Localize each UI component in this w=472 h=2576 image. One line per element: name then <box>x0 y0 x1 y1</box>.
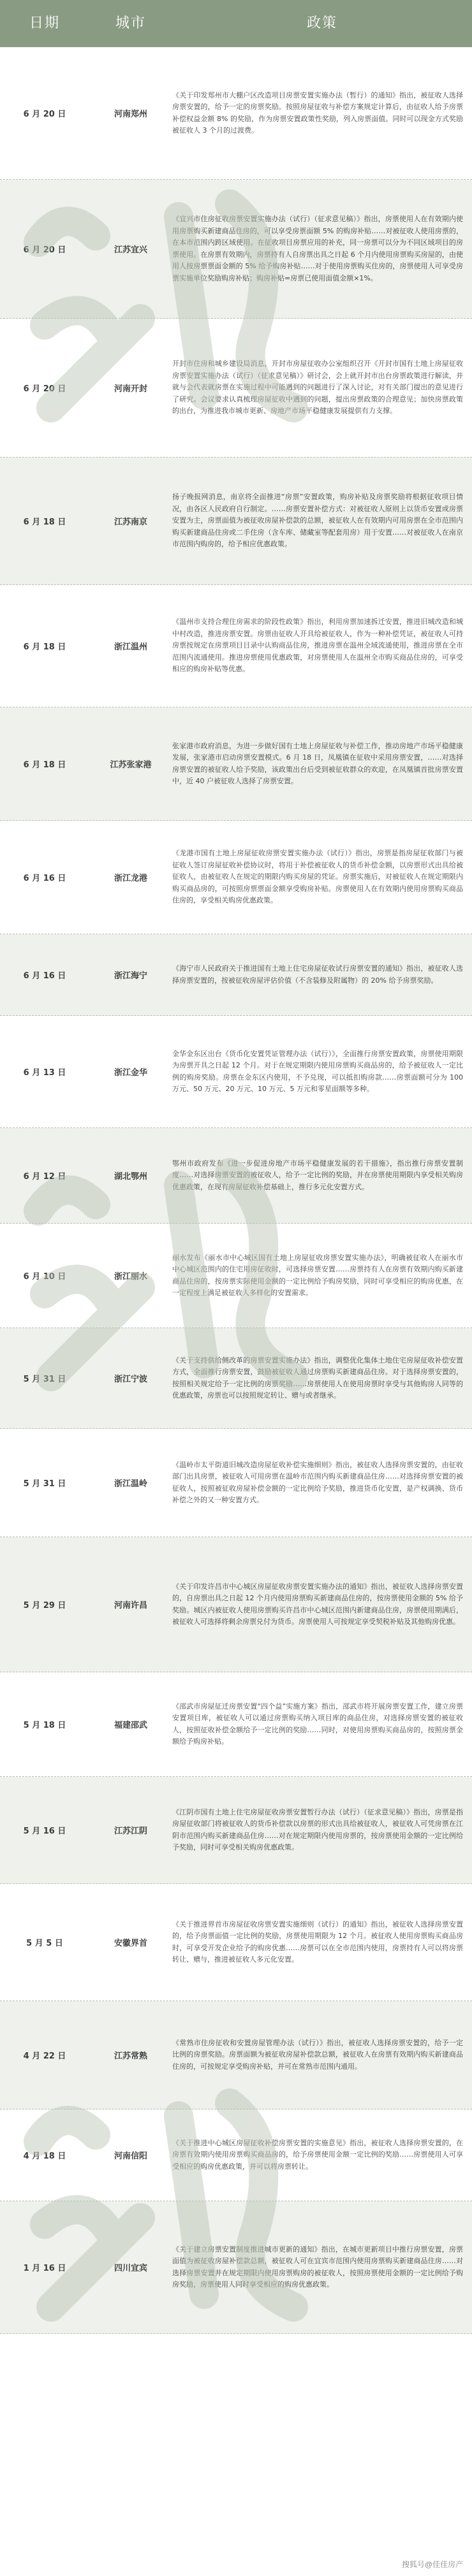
table-row <box>0 934 472 1016</box>
row-date: 5 月 18 日 <box>23 1721 66 1730</box>
row-policy-text: 《关于推进中心城区房屋征收补偿房票安置的实施意见》指出，被征收人选择房票安置的，在房票有效期内使用房票购买商品房的，给予房票使用金额一定比例的奖励……房票使用人可享受相应的购房优惠政策，并可以将房票转让。 <box>172 2138 463 2171</box>
row-policy-cell <box>172 1429 466 1537</box>
table-row <box>0 1884 472 2001</box>
row-date: 6 月 16 日 <box>23 971 66 981</box>
row-policy-cell <box>172 1128 466 1223</box>
row-policy-text: 扬子晚报网消息，南京将全面推进“房票”安置政策，购房补贴及房票奖励将根据征收项目情况，由各区人民政府自行制定。……房票安置补偿方式：对被征收人原则上以货币安置或房票安置为主，房票面值为被征收房屋补偿款的总额，被征收人在有效期内可用房票在全市范围内购买新建商品住房或二手住房（含车库、储藏室等配套用房）用于安置……对被征收人在南京市范围内购房的，给予相应优惠政策。 <box>172 493 463 549</box>
row-policy-cell <box>172 319 466 457</box>
row-city: 安徽界首 <box>114 1939 147 1948</box>
row-policy-cell <box>172 707 466 820</box>
city-column-header: 城市 <box>115 15 146 31</box>
row-policy-cell <box>172 1537 466 1672</box>
row-policy-cell <box>172 1328 466 1428</box>
row-policy-text: 《关于推进界首市房屋征收房票安置实施细则（试行）的通知》指出，被征收人选择房票安置的，给予房票面值一定比例的奖励，房票使用期限为 12 个月。被征收人使用房票购买商品房时，可享受开发企业给予的购房优惠……房票可以在全市范围内使用，房票持有人可以将房票转让、赠与，推进被征收人多元化安置。 <box>172 1920 463 1964</box>
row-date: 6 月 18 日 <box>23 760 66 770</box>
row-date: 6 月 18 日 <box>23 517 66 527</box>
row-policy-cell <box>172 1224 466 1328</box>
row-policy-cell <box>172 1777 466 1883</box>
row-city: 四川宜宾 <box>114 2264 147 2273</box>
row-city: 江苏张家港 <box>110 760 152 770</box>
row-date: 4 月 18 日 <box>23 2152 66 2161</box>
row-date: 5 月 31 日 <box>23 1479 66 1489</box>
row-policy-cell <box>172 2001 466 2109</box>
table-row <box>0 2001 472 2109</box>
row-date: 6 月 18 日 <box>23 642 66 652</box>
row-city: 江苏南京 <box>114 517 147 527</box>
row-policy-text: 《龙港市国有土地上房屋征收房票安置实施办法（试行）》指出，房票是指房屋征收部门与被征收人签订房屋征收补偿协议时，将用于补偿被征收人的货币补偿金额，以房票形式出具给被征收人，由被征收人在规定的期限内购买房屋的凭证。房票实施后，对被征收人在规定期限内购买商品房的，可按照房票票面金额享受购房补贴。房票使用人在有效期内使用房票购买商品住房的，享受相关购房优惠政策。 <box>172 849 463 905</box>
row-date: 6 月 10 日 <box>23 1272 66 1282</box>
row-city: 浙江海宁 <box>114 971 147 981</box>
row-policy-cell <box>172 934 466 1015</box>
row-city: 浙江宁波 <box>114 1375 147 1384</box>
row-policy-cell <box>172 2109 466 2201</box>
table-row <box>0 319 472 458</box>
row-policy-cell <box>172 47 466 179</box>
row-policy-text: 《关于印发郑州市大棚户区改造项目房票安置实施办法（暂行）的通知》指出，被征收人选择房票安置的，给予一定的房票奖励。按照房屋征收与补偿方案规定计算后，由征收人给予房票补偿权益金额 8% 的奖励，作为房票安置政策性奖励，列入房票面值。同时可以现金方式奖励被征收人 3 个月的过渡费。 <box>172 90 463 134</box>
row-city: 河南郑州 <box>114 110 147 119</box>
row-date: 6 月 20 日 <box>23 110 66 119</box>
table-row <box>0 1016 472 1128</box>
row-policy-text: 张家港市政府消息，为进一步做好国有土地上房屋征收与补偿工作，推动房地产市场平稳健康发展，张家港市启动房票安置模式。6 月 18 日，凤凰镇在征收中采用房票安置，……对选择房票安置的被征收人给予奖励，该政策出台后受到被征收群众的欢迎，在凤凰镇首批房票安置中，近 40 户被征收人选择了房票安置。 <box>172 741 463 785</box>
table-row <box>0 1777 472 1884</box>
row-date: 6 月 16 日 <box>23 874 66 883</box>
row-city: 浙江金华 <box>114 1068 147 1078</box>
table-row <box>0 2109 472 2201</box>
row-date: 4 月 22 日 <box>23 2051 66 2061</box>
row-policy-cell <box>172 585 466 707</box>
row-city: 浙江温岭 <box>114 1479 147 1489</box>
row-city: 江苏常熟 <box>114 2051 147 2061</box>
row-city: 河南开封 <box>114 384 147 394</box>
table-row <box>0 47 472 180</box>
row-date: 5 月 5 日 <box>26 1939 63 1948</box>
row-date: 5 月 31 日 <box>23 1375 66 1384</box>
row-policy-text: 《关于建立房票安置制度推进城市更新的通知》指出，在城市更新项目中推行房票安置，房票面值为被征收房屋补偿款总额，被征收人可在宜宾市范围内使用房票购买新建商品住房……对选择房票安置并在规定期限内使用房票购房的被征收人，按照房票使用金额的一定比例给予购房奖励，房票使用人同时享受相应的购房优惠政策。 <box>172 2245 463 2289</box>
row-city: 浙江丽水 <box>114 1272 147 1282</box>
row-policy-cell <box>172 458 466 584</box>
row-policy-text: 《常熟市住房征收和安置房屋管理办法（试行）》指出，被征收人选择房票安置的，给予一定比例的房票奖励。房票面额为被征收房屋补偿款总额，被征收人在房票有效期内购买新建商品住房的，可按规定享受购房补贴，并可在常熟市范围内通用。 <box>172 2038 463 2071</box>
row-policy-cell <box>172 1884 466 2001</box>
table-row <box>0 1224 472 1328</box>
row-date: 5 月 16 日 <box>23 1827 66 1836</box>
row-policy-text: 《温岭市太平街道旧城改造房屋征收补偿实施细则》指出，被征收人选择房票安置的，由征收部门出具房票，被征收人可用房票在温岭市范围内购买新建商品住房……对选择房票安置的被征收人，按照被征收房屋补偿金额的一定比例给予奖励，推进货币化安置，是产权调换、货币补偿之外的又一种安置方式。 <box>172 1460 463 1504</box>
policy-column-header: 政策 <box>306 15 337 31</box>
row-date: 6 月 20 日 <box>23 245 66 255</box>
row-policy-text: 《江阴市国有土地上住宅房屋征收房票安置暂行办法（试行）（征求意见稿）》指出，房票是指房屋征收部门将被征收人的货币补偿款以房票的形式出具给被征收人，被征收人可凭房票在江阴市范围内购买新建商品住房……对在规定期限内使用房票的，按房票使用金额的一定比例给予奖励，同时可享受相关购房优惠政策。 <box>172 1807 463 1851</box>
row-city: 福建邵武 <box>114 1721 147 1730</box>
row-date: 1 月 16 日 <box>23 2264 66 2273</box>
source-footer-note: 搜狐号@佳佳房产 <box>401 2560 463 2569</box>
table-row <box>0 2201 472 2334</box>
table-row <box>0 1128 472 1224</box>
table-row <box>0 1328 472 1429</box>
row-policy-cell <box>172 821 466 934</box>
row-policy-text: 《海宁市人民政府关于推进国有土地上住宅房屋征收试行房票安置的通知》指出，被征收人选择房票安置的，按被征收房屋评估价值（不含装修及附属物）的 20% 给予房票奖励。 <box>172 964 463 985</box>
row-policy-cell <box>172 1672 466 1776</box>
row-city: 河南信阳 <box>114 2152 147 2161</box>
row-city: 河南许昌 <box>114 1601 147 1610</box>
row-policy-cell <box>172 2201 466 2333</box>
policy-rows <box>0 47 472 2334</box>
table-row <box>0 458 472 585</box>
table-row <box>0 1672 472 1777</box>
row-policy-cell <box>172 180 466 318</box>
row-policy-text: 《关于印发许昌市中心城区房屋征收房票安置实施办法的通知》指出，被征收人选择房票安置的，自房票出具之日起 12 个月内使用房票购买新建商品住房的，按房票使用金额的 5% 给予奖励。城区内被征收人使用房票购买许昌市中心城区范围内新建商品住房，房票使用期满后，被征收人可选择将剩余房票兑付为货币。房票使用人可按规定享受契税补贴及其他购房优惠。 <box>172 1582 463 1626</box>
row-policy-text: 《关于支持供给侧改革的房票安置实施办法》指出，调整优化集体土地住宅房屋征收补偿安置方式，全面推行房票安置，鼓励被征收人通过房票购买新建商品住房。对于选择房票安置的，按照相关规定给予一定比例的房票奖励……房票使用人在使用房票时享受与其他购房人同等的优惠政策，房票也可以按照规定转让、赠与或者继承。 <box>172 1356 463 1400</box>
row-policy-text: 开封市住房和城乡建设局消息，开封市房屋征收办公室组织召开《开封市国有土地上房屋征收房票安置实施办法（试行）（征求意见稿）》研讨会，会上就开封市出台房票政策进行解读，并就与会代表就房票在实施过程中可能遇到的问题进行了深入讨论，对有关部门提出的意见进行了研究。会议要求认真梳理房屋征收中遇到的问题，提出房票政策的合理意见；加快房票政策的出台，为推进我市城市更新、房地产市场平稳健康发展提供有力支撑。 <box>172 359 463 416</box>
row-date: 6 月 20 日 <box>23 384 66 394</box>
table-row <box>0 585 472 707</box>
row-city: 湖北鄂州 <box>114 1172 147 1182</box>
row-city: 浙江龙港 <box>114 874 147 883</box>
row-policy-text: 丽水发布《丽水市中心城区国有土地上房屋征收房票安置实施办法》，明确被征收人在丽水市中心城区范围内的住宅用房征收时，可选择房票安置……房票持有人在房票有效期内购买新建商品住房的，按房票实际使用金额的一定比例给予购房奖励，同时可享受相应的购房优惠，在一定程度上满足被征收人多样化的安置需求。 <box>172 1253 463 1297</box>
table-row <box>0 707 472 821</box>
row-city: 江苏宜兴 <box>114 245 147 255</box>
row-city: 江苏江阴 <box>114 1827 147 1836</box>
row-policy-text: 金华金东区出台《货币化安置凭证管理办法（试行）》，全面推行房票安置政策，房票使用期限为房票开具之日起 12 个月。对于在规定期限内使用房票购买商品房的，给予被征收人一定比例的购房奖励。房票在金东区内使用，不予兑现，可以抵扣购房款……房票面额可分为 100 万元、50 万元、20 万元、10 万元、5 万元和零星面额等多种。 <box>172 1049 463 1093</box>
table-header <box>0 0 472 47</box>
row-policy-text: 《温州市支持合理住房需求的阶段性政策》指出，利用房票加速拆迁安置，推进旧城改造和城中村改造，推进房票安置。房票由征收人开具给被征收人，作为一种补偿凭证，被征收人可持房票按规定在房票项目目录中认购商品住房，推进房票在温州全域流通使用，推进房票在全市范围内流通使用。推进房票使用优惠政策，对房票使用人在温州全市购买商品住房的，可享受相应的购房补贴等优惠。 <box>172 618 463 674</box>
row-policy-text: 鄂州市政府发布《进一步促进房地产市场平稳健康发展的若干措施》，指出推行房票安置制度……对选择房票安置的被征收人，给予一定比例的奖励，并在房票使用期限内享受相关购房优惠政策，在现有房屋征收补偿基础上，推行多元化安置方式。 <box>172 1159 463 1191</box>
table-row <box>0 1537 472 1672</box>
row-date: 6 月 12 日 <box>23 1172 66 1182</box>
row-policy-text: 《宜兴市住房征收房票安置实施办法（试行）（征求意见稿）》指出，房票使用人在有效期内使用房票购买新建商品住房的，可以享受房票面额 5% 的购房补贴……对被征收人使用房票的，在本市范围内跨区域使用。在征收项目房票应用的补充，同一房票可以分为不同区域项目的房票使用。在房票有效期内，房票持有人自房票出具之日起 6 个月内使用房票购买房屋的，由使用人按房票票面金额的 5% 给予购房补贴……对于使用房票购买住房的，房票使用人可享受房票实施单位奖励购房补贴；购房补贴=房票已使用面值金额×1%。 <box>172 215 463 282</box>
row-policy-text: 《邵武市房屋征迁房票安置“四个益”实施方案》指出，邵武市将开展房票安置工作，建立房票安置项目库，被征收人可以通过房票购买纳入项目库的商品住房，对选择房票安置的被征收人，按照征收补偿金额给予一定比例的奖励……同时，对使用房票购买商品房的，按照房票金额给予购房补贴。 <box>172 1702 463 1746</box>
table-row <box>0 821 472 934</box>
row-date: 5 月 29 日 <box>23 1601 66 1610</box>
date-column-header: 日期 <box>29 15 60 31</box>
row-date: 6 月 13 日 <box>23 1068 66 1078</box>
table-row <box>0 180 472 319</box>
table-row <box>0 1429 472 1537</box>
row-policy-cell <box>172 1016 466 1127</box>
row-city: 浙江温州 <box>114 642 147 652</box>
